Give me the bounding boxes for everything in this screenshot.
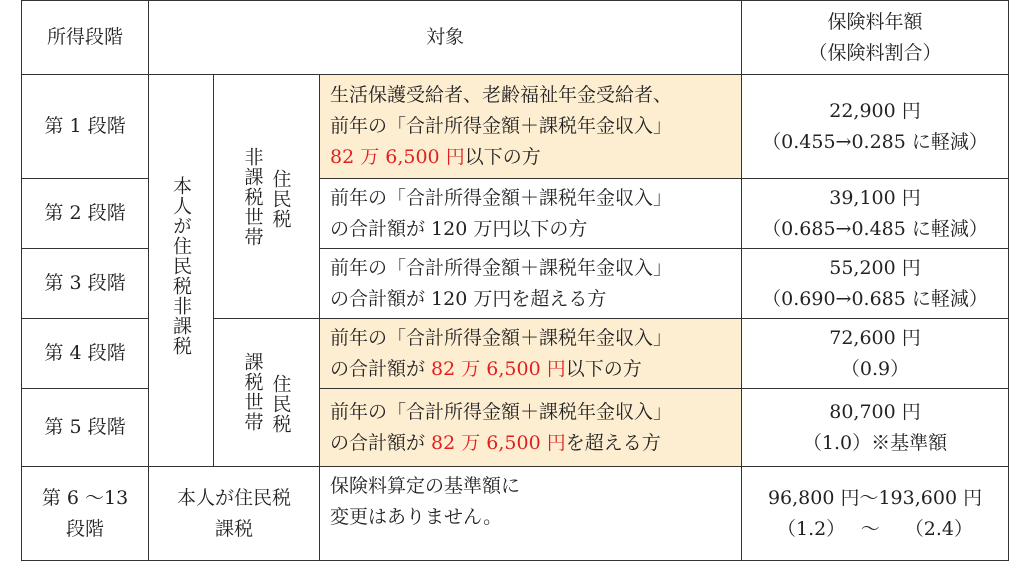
header-grade: 所得段階 — [22, 1, 149, 75]
grade-cell: 第 3 段階 — [22, 249, 149, 319]
table-row — [22, 75, 1009, 179]
premium-table — [21, 0, 1009, 561]
target-cell: 前年の「合計所得金額＋課税年金収入」 の合計額が 120 万円以下の方 — [320, 179, 742, 249]
header-premium: 保険料年額 （保険料割合） — [742, 1, 1009, 75]
header-target: 対象 — [149, 1, 742, 75]
header-row — [22, 1, 1009, 75]
premium-cell: 39,100 円 （0.685→0.485 に軽減） — [742, 179, 1009, 249]
household-nontax-cell: 非課税世帯 住民税 — [214, 75, 320, 319]
grade-cell: 第 4 段階 — [22, 319, 149, 389]
target-cell: 前年の「合計所得金額＋課税年金収入」 の合計額が 82 万 6,500 円を超える方 — [320, 389, 742, 467]
self-nontax-label: 本人が住民税非課税 — [170, 175, 192, 356]
target-cell: 保険料算定の基準額に 変更はありません。 — [320, 467, 742, 561]
target-cell: 生活保護受給者、老齢福祉年金受給者、 前年の「合計所得金額＋課税年金収入」 82 万 6,500 円以下の方 — [320, 75, 742, 179]
household-tax-cell: 課税世帯 住民税 — [214, 319, 320, 467]
self-tax-cell: 本人が住民税 課税 — [149, 467, 320, 561]
grade-cell: 第 6 ～13 段階 — [22, 467, 149, 561]
premium-cell: 22,900 円 （0.455→0.285 に軽減） — [742, 75, 1009, 179]
grade-cell: 第 1 段階 — [22, 75, 149, 179]
table-row — [22, 467, 1009, 561]
premium-cell: 55,200 円 （0.690→0.685 に軽減） — [742, 249, 1009, 319]
premium-cell: 96,800 円～193,600 円 （1.2） ～ （2.4） — [742, 467, 1009, 561]
target-cell: 前年の「合計所得金額＋課税年金収入」 の合計額が 120 万円を超える方 — [320, 249, 742, 319]
premium-cell: 80,700 円 （1.0）※基準額 — [742, 389, 1009, 467]
target-cell: 前年の「合計所得金額＋課税年金収入」 の合計額が 82 万 6,500 円以下の方 — [320, 319, 742, 389]
grade-cell: 第 5 段階 — [22, 389, 149, 467]
premium-cell: 72,600 円 （0.9） — [742, 319, 1009, 389]
self-nontax-cell — [149, 75, 214, 467]
grade-cell: 第 2 段階 — [22, 179, 149, 249]
